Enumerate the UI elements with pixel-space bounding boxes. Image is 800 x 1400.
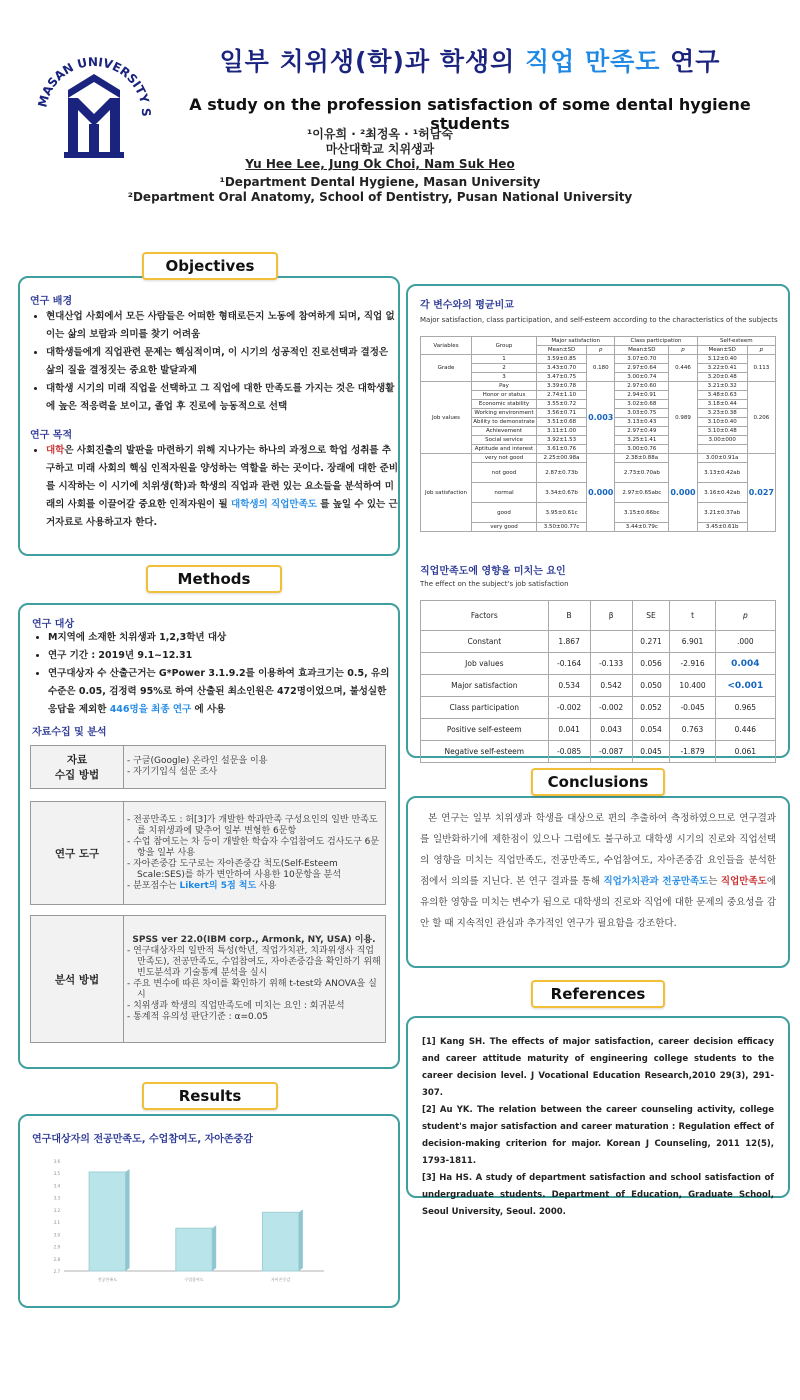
table-cell: 3.11±1.00	[537, 427, 587, 436]
table-cell: Social service	[472, 436, 537, 445]
table-cell	[590, 631, 632, 653]
table-cell: 0.054	[632, 719, 670, 741]
authors-block	[150, 127, 610, 172]
table-cell: <0.001	[715, 675, 775, 697]
authors-english: Yu Hee Lee, Jung Ok Choi, Nam Suk Heo	[245, 157, 515, 171]
references-list	[422, 1034, 774, 1221]
bar-side	[299, 1209, 303, 1271]
conclusions-box	[406, 796, 790, 968]
table-row	[421, 697, 776, 719]
table-cell: 3.15±0.66bc	[615, 503, 669, 523]
list-item: • 현대산업 사회에서 모든 사람들은 어떠한 형태로든지 노동에 참여하게 되며, 직업 없이는 삶의 보람과 의미를 찾기 어려움	[46, 308, 398, 344]
list-item: • M지역에 소재한 치위생과 1,2,3학년 대상	[48, 629, 398, 647]
background-title: 연구 배경	[30, 296, 73, 307]
method-line: - 치위생과 학생의 직업만족도에 미치는 요인 : 회귀분석	[127, 1001, 345, 1011]
title-korean: 일부 치위생(학)과 학생의 직업 만족도 연구	[219, 47, 721, 76]
purpose-list	[30, 442, 398, 532]
table-cell: Positive self-esteem	[421, 719, 549, 741]
table-cell: 3.07±0.70	[615, 355, 669, 364]
table-cell: 3.00±0.74	[615, 373, 669, 382]
table-cell: 2	[472, 364, 537, 373]
background-list	[30, 308, 398, 416]
chart-title: 연구대상자의 전공만족도, 수업참여도, 자아존중감	[32, 1134, 253, 1145]
method-line: - 구글(Google) 온라인 설문을 이용	[127, 756, 268, 766]
list-item: • 대학생 시기의 미래 직업을 선택하고 그 직업에 대한 만족도를 가지는 것은 대학생활에 높은 적응력을 보이고, 졸업 후 진로에 능동적으로 선택	[46, 380, 398, 416]
table2-title: 직업만족도에 영향을 미치는 요인	[420, 566, 566, 577]
table-cell: 3.56±0.71	[537, 409, 587, 418]
table-row	[421, 355, 776, 364]
table-header: p	[747, 346, 775, 355]
table-cell: 2.38±0.88a	[615, 454, 669, 463]
table-cell: -0.085	[548, 741, 590, 763]
table-cell: 0.056	[632, 653, 670, 675]
table-cell: 3.44±0.79c	[615, 523, 669, 532]
table-cell: 2.87±0.73b	[537, 463, 587, 483]
results-chart-box	[18, 1114, 400, 1308]
x-tick-label: 자아존중감	[271, 1277, 291, 1282]
method-line: - 연구대상자의 일반적 특성(학년, 직업가치관, 치과위생사 직업만족도), 전공만족도, 수업참여도, 자아존중감을 확인하기 위해 빈도분석과 기술통계 분석을 실시	[127, 946, 381, 978]
table-cell: -0.002	[548, 697, 590, 719]
table-cell: 3.51±0.68	[537, 418, 587, 427]
table-cell: 3	[472, 373, 537, 382]
bar	[176, 1228, 212, 1271]
table-cell: 3.18±0.44	[697, 400, 747, 409]
table-cell: 0.206	[747, 382, 775, 454]
table-cell: -0.133	[590, 653, 632, 675]
analysis-method-label: 분석 방법	[31, 916, 124, 1042]
conclusions-text: 본 연구는 일부 치위생과 학생을 대상으로 편의 추출하여 측정하였으므로 연구결과를 일반화하기에 제한점이 있으나 그럼에도 불구하고 대학생 시기의 진로와 직업선택의 영향을 미치는 직업만족도, 전공만족도, 수업참여도, 자아존중감 요인들을 분석한 점에서 의의를 지닌다. 본 연구 결과를 통해 직업가치관과 전공만족도는 직업만족도에 유의한 영향을 미치는 변수가 됨으로 대학생의 진로와 직업에 대한 문제의 중요성을 감안 할 때 지속적인 관심과 추가적인 연구가 필요함을 강조한다.	[420, 813, 776, 929]
table-header: Group	[472, 337, 537, 355]
table-cell: 2.94±0.91	[615, 391, 669, 400]
table-cell: -0.087	[590, 741, 632, 763]
x-tick-label: 전공만족도	[97, 1277, 117, 1282]
table-header: Mean±SD	[615, 346, 669, 355]
y-tick-label: 2.8	[53, 1256, 60, 1262]
table-header: Variables	[421, 337, 472, 355]
tables-box	[406, 284, 790, 758]
y-tick-label: 3.0	[53, 1232, 60, 1238]
bar	[262, 1212, 298, 1271]
table-cell: 3.55±0.72	[537, 400, 587, 409]
method-line: - 분포점수는 Likert의 5점 척도 사용	[127, 880, 277, 891]
table-cell: 0.003	[587, 382, 615, 454]
table-cell: 3.00±000	[697, 436, 747, 445]
table-cell: Major satisfaction	[421, 675, 549, 697]
table-cell: 1.867	[548, 631, 590, 653]
table-cell: 3.23±0.38	[697, 409, 747, 418]
table-cell: 3.21±0.37ab	[697, 503, 747, 523]
table-cell: Negative self-esteem	[421, 741, 549, 763]
university-logo	[28, 40, 160, 172]
table-cell: 0.041	[548, 719, 590, 741]
table-header: B	[548, 601, 590, 631]
table-header: p	[715, 601, 775, 631]
table-header: Major satisfaction	[537, 337, 615, 346]
table-cell: -2.916	[670, 653, 715, 675]
table-cell: Pay	[472, 382, 537, 391]
table-cell: Job satisfaction	[421, 454, 472, 532]
table-cell: 3.12±0.40	[697, 355, 747, 364]
table-cell: 6.901	[670, 631, 715, 653]
table-cell: -0.002	[590, 697, 632, 719]
table-header: t	[670, 601, 715, 631]
table-cell: 3.13±0.42ab	[697, 463, 747, 483]
references-heading: References	[531, 980, 665, 1008]
table-cell: 0.113	[747, 355, 775, 382]
table-row	[421, 675, 776, 697]
table-cell: Job values	[421, 382, 472, 454]
table-header: Self-esteem	[697, 337, 775, 346]
conclusions-heading: Conclusions	[531, 768, 665, 796]
table-cell: 0.989	[669, 382, 697, 454]
table-cell: 2.97±0.60	[615, 382, 669, 391]
table-cell: 3.21±0.32	[697, 382, 747, 391]
table-cell: 3.10±0.40	[697, 418, 747, 427]
authors-korean: ¹이유희 · ²최정옥 · ¹허남숙	[307, 127, 453, 141]
list-item: • 연구대상자 수 산출근거는 G*Power 3.1.9.2를 이용하여 효과크기는 0.5, 유의수준은 0.05, 검정력 95%로 하여 산출된 최소인원은 472명이었으며, 불성실한 응답을 제외한 446명을 최종 연구 에 사용	[48, 665, 398, 719]
table-row	[421, 631, 776, 653]
table-cell: good	[472, 503, 537, 523]
table-cell: -1.879	[670, 741, 715, 763]
table-cell: Economic stability	[472, 400, 537, 409]
list-item: • 대학생들에게 직업관련 문제는 핵심적이며, 이 시기의 성공적인 진로선택과 결정은 삶의 질을 결정짓는 중요한 발달과제	[46, 344, 398, 380]
table-row	[421, 719, 776, 741]
bar-side	[212, 1225, 216, 1271]
table-cell: 0.965	[715, 697, 775, 719]
table-row	[421, 454, 776, 463]
reference-item: [1] Kang SH. The effects of major satisfaction, career decision efficacy and career attitude maturity of engineering college students to the career decision level. J Vocational Education Research,2010 29(3), 291-307.	[422, 1037, 774, 1098]
table-cell: 3.00±0.76	[615, 445, 669, 454]
table-cell: -0.045	[670, 697, 715, 719]
table-cell: 3.22±0.41	[697, 364, 747, 373]
table-row	[421, 741, 776, 763]
table-cell: 10.400	[670, 675, 715, 697]
table-cell: Ability to demonstrate	[473, 419, 535, 425]
table-cell	[697, 445, 747, 454]
references-box	[406, 1016, 790, 1217]
table-cell: 3.45±0.61b	[697, 523, 747, 532]
y-tick-label: 3.2	[53, 1207, 60, 1213]
objectives-box	[18, 276, 400, 556]
department-korean: 마산대학교 치위생과	[325, 142, 435, 156]
table-cell: 3.59±0.85	[537, 355, 587, 364]
table2-caption: The effect on the subject's job satisfaction	[420, 580, 569, 588]
affiliation-2: ²Department Oral Anatomy, School of Dentistry, Pusan National University	[127, 190, 633, 204]
table-cell: 0.043	[590, 719, 632, 741]
table-cell: normal	[472, 483, 537, 503]
results-heading: Results	[142, 1082, 278, 1110]
table-cell: 0.542	[590, 675, 632, 697]
list-item: • 대학은 사회진출의 발판을 마련하기 위해 지나가는 하나의 과정으로 학업 성취를 추구하고 미래 사회의 핵심 인적자원을 양성하는 역할을 하는 곳이다. 장래에 대한 준비를 시작하는 이 시기에 치위생(학)과 학생의 직업과 관련 있는 요소들을 분석하여 미래의 사회를 이끌어갈 중요한 인적자원이 될 대학생의 직업만족도 를 높일 수 있는 근거자료로 사용하고자 한다.	[46, 442, 398, 532]
method-line: - 자아존중감 도구로는 자아존중감 척도(Self-Esteem Scale:SES)를 하가 변안하여 사용한 10문항을 분석	[127, 858, 342, 880]
table-cell: 0.050	[632, 675, 670, 697]
method-line: - 주요 변수에 따른 차이를 확인하기 위해 t-test와 ANOVA을 실시	[127, 979, 377, 1000]
table-cell: 0.180	[587, 355, 615, 382]
research-tools-box	[30, 801, 386, 905]
table-cell: Job values	[421, 653, 549, 675]
table-cell: 0.446	[669, 355, 697, 382]
collection-method-box	[30, 745, 386, 789]
table-cell: 3.13±0.43	[615, 418, 669, 427]
table-cell: 0.061	[715, 741, 775, 763]
table-cell: 0.446	[715, 719, 775, 741]
table-cell: Grade	[421, 355, 472, 382]
y-tick-label: 2.9	[53, 1244, 60, 1250]
table-header: Mean±SD	[537, 346, 587, 355]
table-cell: 3.48±0.63	[697, 391, 747, 400]
method-line: SPSS ver 22.0(IBM corp., Armonk, NY, USA) 이용.	[132, 935, 376, 945]
bar	[89, 1172, 125, 1271]
table-cell: 2.74±1.10	[537, 391, 587, 400]
table-cell: 3.20±0.48	[697, 373, 747, 382]
table-header: Class participation	[615, 337, 697, 346]
x-tick-label: 수업참여도	[184, 1277, 204, 1282]
table-cell: Working environment	[472, 409, 537, 418]
affiliation-1: ¹Department Dental Hygiene, Masan University	[219, 175, 541, 189]
table-cell: 3.03±0.75	[615, 409, 669, 418]
table-cell: Class participation	[421, 697, 549, 719]
table-row	[421, 382, 776, 391]
table-cell: 2.97±0.49	[615, 427, 669, 436]
table-cell: 2.25±00.98a	[537, 454, 587, 463]
table-cell: Constant	[421, 631, 549, 653]
y-tick-label: 3.6	[53, 1159, 60, 1164]
table-cell: 3.34±0.67b	[537, 483, 587, 503]
table-header: SE	[632, 601, 670, 631]
table-cell: 3.10±0.48	[697, 427, 747, 436]
method-line: - 자기기입식 설문 조사	[127, 767, 218, 777]
table-cell: 3.16±0.42ab	[697, 483, 747, 503]
subject-list	[32, 629, 398, 719]
purpose-title: 연구 목적	[30, 430, 73, 441]
table-cell: 3.50±00.77c	[537, 523, 587, 532]
analysis-method-box	[30, 915, 386, 1043]
table-cell: 3.95±0.61c	[537, 503, 587, 523]
subject-title: 연구 대상	[32, 619, 75, 630]
table-cell: -0.164	[548, 653, 590, 675]
bar-side	[126, 1169, 130, 1271]
table-cell: 2.97±0.64	[615, 364, 669, 373]
table1-caption: Major satisfaction, class participation, and self-esteem according to the characteristics of the subjects	[420, 316, 778, 324]
table-cell: 0.004	[715, 653, 775, 675]
table-cell: 3.61±0.76	[537, 445, 587, 454]
table-cell: 3.25±1.41	[615, 436, 669, 445]
regression-table	[420, 600, 776, 763]
table-cell: Aptitude and interest	[472, 445, 537, 454]
table-cell: Achievement	[472, 427, 537, 436]
y-tick-label: 3.4	[53, 1183, 60, 1189]
summary-bar-chart	[34, 1156, 334, 1291]
logo-text: MASAN UNIVERSITY S	[35, 54, 154, 117]
methods-heading: Methods	[146, 565, 282, 593]
table-row	[421, 653, 776, 675]
objectives-heading: Objectives	[142, 252, 278, 280]
table-header: Mean±SD	[697, 346, 747, 355]
table-cell: 0.045	[632, 741, 670, 763]
list-item: • 연구 기간 : 2019년 9.1~12.31	[48, 647, 398, 665]
method-line: - 통계적 유의성 판단기준 : α=0.05	[127, 1012, 269, 1022]
table-cell: 0.052	[632, 697, 670, 719]
table-cell: 1	[472, 355, 537, 364]
collect-title: 자료수집 및 분석	[32, 727, 107, 738]
table-header: Factors	[421, 601, 549, 631]
y-tick-label: 3.1	[53, 1220, 60, 1226]
table-cell: 3.02±0.68	[615, 400, 669, 409]
table-cell: 3.92±1.53	[537, 436, 587, 445]
comparison-table	[420, 336, 776, 532]
table-cell: Honor or status	[472, 391, 537, 400]
table-cell: .000	[715, 631, 775, 653]
method-line: - 전공만족도 : 허[3]가 개발한 학과만족 구성요인의 일반 만족도를 치위생과에 맞추어 일부 변형한 6문항	[127, 814, 378, 836]
table-cell: 2.97±0.65abc	[615, 483, 669, 503]
table-cell: 3.39±0.78	[537, 382, 587, 391]
table-cell: 3.00±0.91a	[697, 454, 747, 463]
table-cell: not good	[472, 463, 537, 483]
table-cell: 0.000	[587, 454, 615, 532]
reference-item: [3] Ha HS. A study of department satisfaction and school satisfaction of undergraduate students. Department of Education, Graduate School, Seoul University, Seoul. 2000.	[422, 1173, 774, 1217]
table-header: p	[669, 346, 697, 355]
table1-title: 각 변수와의 평균비교	[420, 300, 514, 311]
title-english: A study on the profession satisfaction of some dental hygiene students	[189, 95, 751, 133]
table-cell: 0.534	[548, 675, 590, 697]
table-cell: 2.73±0.70ab	[615, 463, 669, 483]
table-cell: 3.43±0.70	[537, 364, 587, 373]
method-line: - 수업 참여도는 차 등이 개발한 학습자 수업참여도 검사도구 6문항을 일부 사용	[127, 836, 380, 858]
table-header: β	[590, 601, 632, 631]
reference-item: [2] Au YK. The relation between the career counseling activity, college student's major satisfaction and career maturation : Regulation effect of decision-making criterion for major. Korean J Counseling, 2011 12(5), 1793-1811.	[422, 1105, 774, 1166]
table-cell: very not good	[472, 454, 537, 463]
y-tick-label: 3.3	[53, 1195, 60, 1201]
table-cell: 0.271	[632, 631, 670, 653]
table-cell: 3.47±0.75	[537, 373, 587, 382]
y-tick-label: 2.7	[53, 1269, 60, 1274]
table-cell: 0.763	[670, 719, 715, 741]
table-cell: very good	[472, 523, 537, 532]
collection-method-label: 자료 수집 방법	[31, 746, 124, 788]
table-cell: 0.027	[747, 454, 775, 532]
research-tools-label: 연구 도구	[31, 802, 124, 904]
table-cell: 0.000	[669, 454, 697, 532]
table-header: p	[587, 346, 615, 355]
y-tick-label: 3.5	[53, 1171, 60, 1177]
